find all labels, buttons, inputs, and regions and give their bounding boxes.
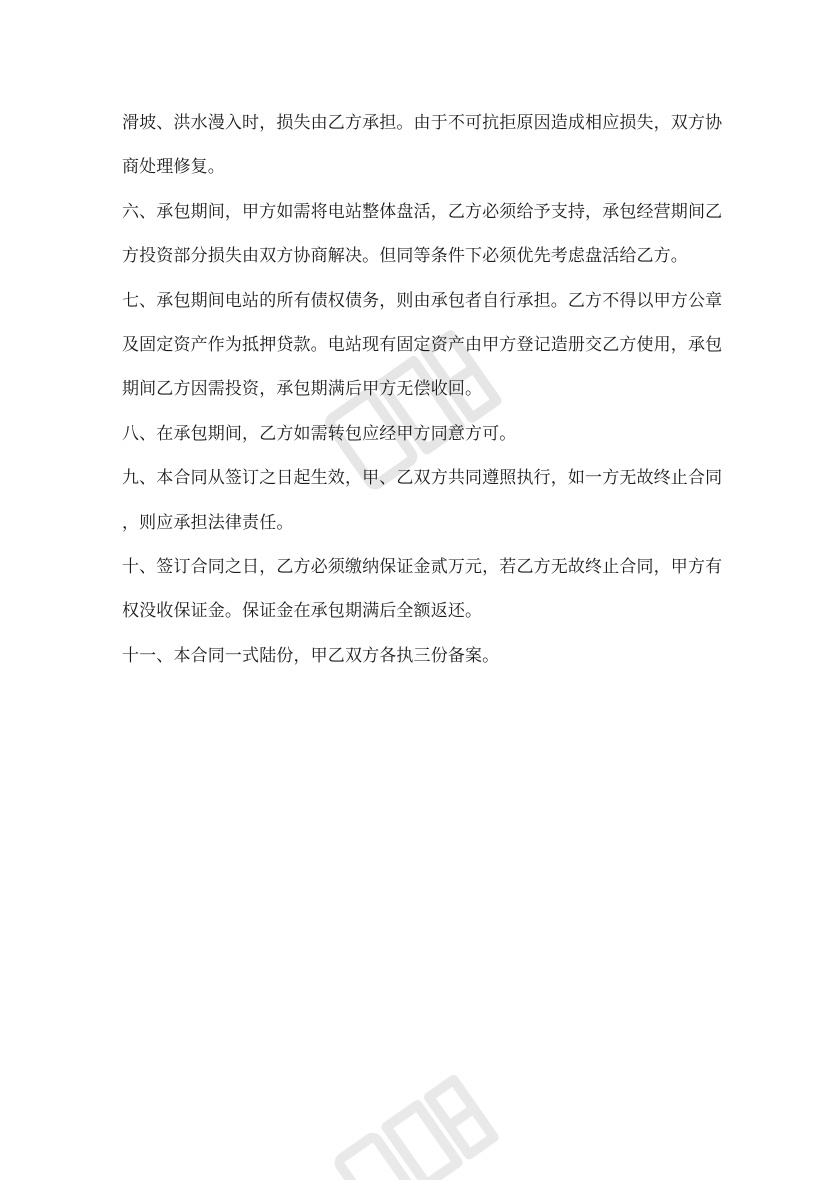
text-line: 期间乙方因需投资，承包期满后甲方无偿收回。 — [122, 379, 483, 399]
text-line: 十、签订合同之日，乙方必须缴纳保证金贰万元，若乙方无故终止合同，甲方有 — [122, 557, 723, 577]
text-line: 九、本合同从签订之日起生效，甲、乙双方共同遵照执行，如一方无故终止合同 — [122, 468, 723, 488]
text-line: 六、承包期间，甲方如需将电站整体盘活，乙方必须给予支持，承包经营期间乙 — [122, 202, 723, 222]
text-line: 十一、本合同一式陆份，甲乙双方各执三份备案。 — [122, 646, 500, 666]
text-line: 方投资部分损失由双方协商解决。但同等条件下必须优先考虑盘活给乙方。 — [122, 246, 688, 266]
text-line: 七、承包期间电站的所有债权债务，则由承包者自行承担。乙方不得以甲方公章 — [122, 291, 723, 311]
text-line: 滑坡、洪水漫入时，损失由乙方承担。由于不可抗拒原因造成相应损失，双方协 — [122, 113, 723, 133]
text-line: 八、在承包期间，乙方如需转包应经甲方同意方可。 — [122, 424, 517, 444]
text-line: 及固定资产作为抵押贷款。电站现有固定资产由甲方登记造册交乙方使用，承包 — [122, 335, 723, 355]
text-line: ，则应承担法律责任。 — [122, 513, 294, 533]
watermark-bottom — [310, 1060, 530, 1180]
text-line: 商处理修复。 — [122, 157, 225, 177]
text-line: 权没收保证金。保证金在承包期满后全额返还。 — [122, 601, 483, 621]
